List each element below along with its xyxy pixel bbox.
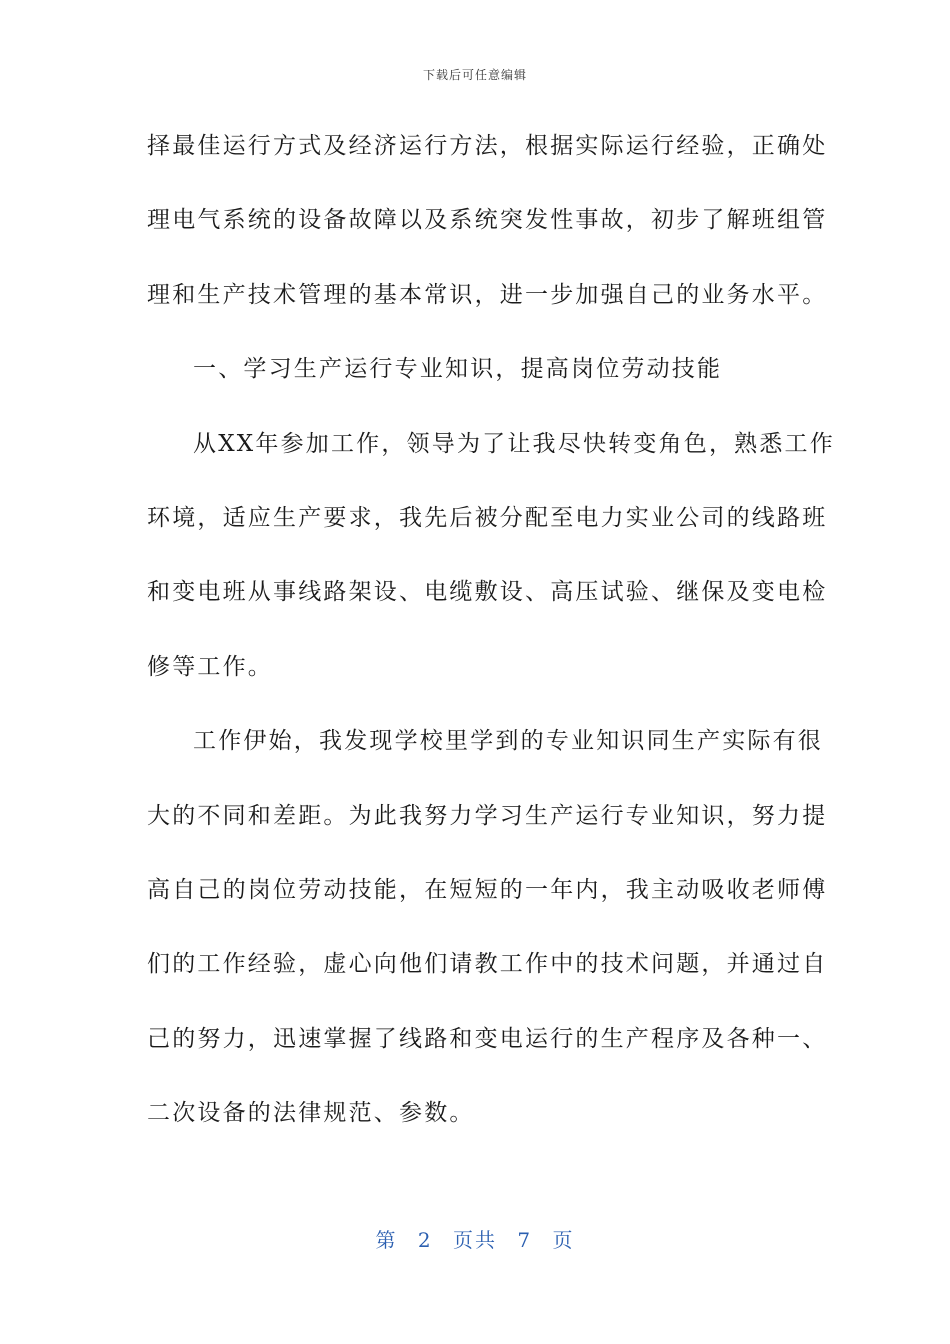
- footer-suffix: 页: [552, 1228, 575, 1252]
- paragraph-line: 理和生产技术管理的基本常识，进一步加强自己的业务水平。: [147, 281, 828, 308]
- paragraph-line: 大的不同和差距。为此我努力学习生产运行专业知识，努力提: [147, 802, 828, 829]
- paragraph-line: 高自己的岗位劳动技能，在短短的一年内，我主动吸收老师傅: [147, 876, 828, 903]
- footer-middle: 页共: [453, 1228, 497, 1252]
- paragraph-line: 工作伊始，我发现学校里学到的专业知识同生产实际有很: [193, 728, 823, 755]
- total-page-count: 7: [517, 1228, 533, 1252]
- paragraph-line: 修等工作。: [147, 653, 273, 680]
- header-note: 下载后可任意编辑: [422, 68, 527, 82]
- page-footer: [0, 1224, 950, 1253]
- paragraph-line: 择最佳运行方式及经济运行方法，根据实际运行经验，正确处: [147, 133, 828, 159]
- paragraph-line: 二次设备的法律规范、参数。: [147, 1100, 475, 1127]
- footer-prefix: 第: [375, 1228, 398, 1252]
- paragraph-line: 己的努力，迅速掌握了线路和变电运行的生产程序及各种一、: [147, 1025, 828, 1052]
- current-page-number: 2: [417, 1228, 433, 1252]
- paragraph-line: 们的工作经验，虚心向他们请教工作中的技术问题，并通过自: [147, 951, 828, 978]
- paragraph-line: 环境，适应生产要求，我先后被分配至电力实业公司的线路班: [147, 504, 828, 531]
- paragraph-line: 从XX年参加工作，领导为了让我尽快转变角色，熟悉工作: [193, 430, 835, 457]
- body-text: [147, 126, 835, 1167]
- paragraph-line: 理电气系统的设备故障以及系统突发性事故，初步了解班组管: [147, 207, 828, 234]
- paragraph-line: 和变电班从事线路架设、电缆敷设、高压试验、继保及变电检: [147, 579, 828, 606]
- section-heading: 一、学习生产运行专业知识，提高岗位劳动技能: [193, 356, 723, 383]
